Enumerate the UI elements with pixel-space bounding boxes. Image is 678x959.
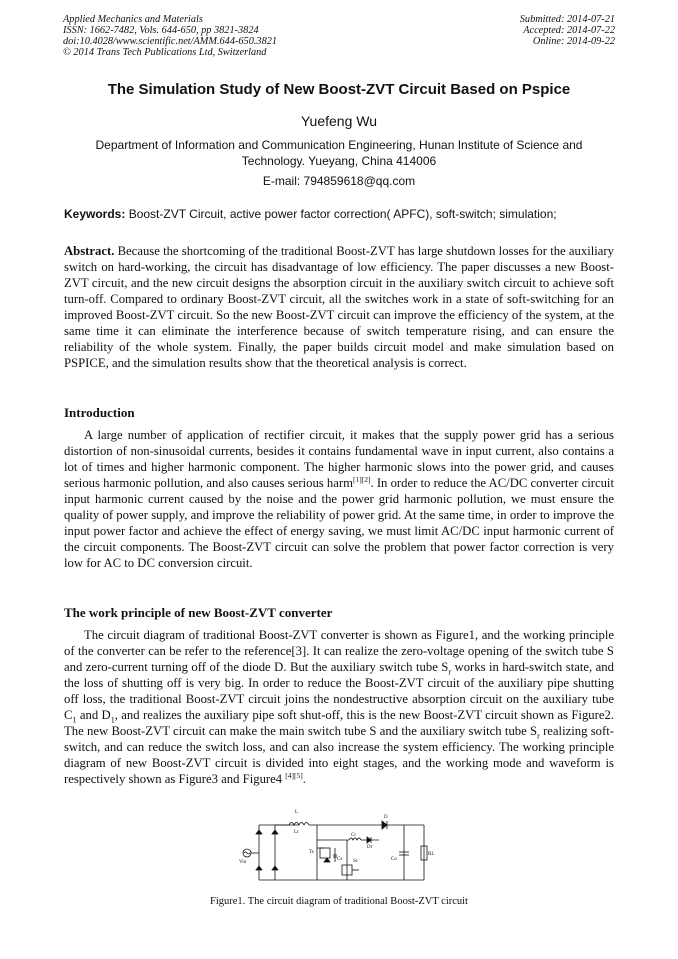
accepted-date: Accepted: 2014-07-22 [523,24,615,36]
bridge-diode-icon [272,866,278,870]
issn-line: ISSN: 1662-7482, Vols. 644-650, pp 3821-3824 [63,24,259,36]
submitted-date: Submitted: 2014-07-21 [519,14,615,25]
online-date: Online: 2014-09-22 [532,35,615,47]
abstract-text: Because the shortcoming of the traditional Boost-ZVT has large shutdown losses for the auxiliary switch on hard-working, the circuit has disadvantage of low efficiency. The paper discusses a new Boost-ZVT circuit, and the new circuit designs the absorption circuit in the auxiliary switch circuit to achieve soft turn-off. Compared to ordinary Boost-ZVT circuit, all the switches work in a state of soft-switching for an improved Boost-ZVT circuit. So the new Boost-ZVT circuit can improve the efficiency of the system, at the same time it can eliminate the interference because of switch temperature rising, and can ensure the reliability of the whole system. Finally, the paper builds circuit model and make simulation based on PSPICE, and the simulation results show that the theoretical analysis is correct. [64,244,614,370]
bridge-diode-icon [256,866,262,870]
introduction-paragraph [64,428,614,572]
diode-d-icon [382,821,387,829]
subscript-1: 1 [72,715,77,725]
label-L: L [295,810,299,815]
label-Cr: Cr [351,833,356,838]
introduction-heading: Introduction [64,405,135,420]
work-text-f: . [302,771,306,786]
main-switch-icon [320,848,330,858]
journal-name: Applied Mechanics and Materials [63,14,203,25]
circuit-diagram-figure [239,800,439,895]
figure-caption: Figure1. The circuit diagram of traditional Boost-ZVT circuit [210,896,468,907]
keywords-label: Keywords: [64,207,126,221]
circuit-diagram [239,800,439,895]
bridge-diode-icon [256,830,262,834]
work-citation: [4][5] [285,770,303,780]
label-D: D [384,815,388,820]
author-name: Yuefeng Wu [300,113,378,129]
work-principle-paragraph [64,628,614,788]
work-text-e: realizing soft-switch, and can reduce the switch loss, and can also increase the system efficiency. The working principle diagram of new Boost-ZVT circuit is divided into eight stages, and the working mode and waveform is respectively shown as Figure3 and Figure4 [64,723,615,786]
label-Sr: Sr [353,859,358,864]
intro-text-b: . In order to reduce the AC/DC converter circuit input harmonic current caused by the noise and the power grid harmonic pollution, we must ensure the quality of power supply, and improve the reliability of power grid. At the same time, in order to improve the input power factor and achieve the effect of energy saving, we must limit AC/DC input harmonic current of the circuit components. The Boost-ZVT circuit can solve the problem that power factor correction is very low for AC to DC conversion circuit. [64,475,614,570]
abstract-label: Abstract. [64,244,115,258]
bridge-diode-icon [272,830,278,834]
dates-header [520,15,615,48]
keywords [64,207,624,221]
label-Vin: Vin [239,860,247,865]
copyright-line: © 2014 Trans Tech Publications Ltd, Switzerland [63,46,267,58]
work-text-b: works in hard-switch state, and the loss of shutting off is very big. In order to reduce the Boost-ZVT circuit of the auxiliary pipe shutting off loss, the traditional Boost-ZVT circuit joins the nondestructive absorption circuit on the auxiliary tube C [64,659,614,722]
work-text-d: , and realizes the auxiliary pipe soft shut-off, this is the new Boost-ZVT circuit shown as Figure2. The new Boost-ZVT circuit can make the main switch tube S and the auxiliary switch tube S [64,707,615,738]
journal-header [63,15,277,59]
label-RL: RL [428,852,435,857]
label-Lr: Lr [294,830,299,835]
work-text-a: The circuit diagram of traditional Boost-ZVT converter is shown as Figure1, and the working principle of the converter can be refer to the reference[3]. It can realize the zero-voltage opening of the switch tube S and zero-current turning off of the diode D. But the auxiliary switch tube S [64,628,614,674]
doi-line: doi:10.4028/www.scientific.net/AMM.644-650.3821 [63,35,278,47]
diode-dr-icon [367,837,371,843]
body-diode-icon [324,858,330,862]
subscript-1: 1 [110,715,115,725]
author-email: E-mail: 794859618@qq.com [262,174,416,188]
resonant-inductor-icon [349,838,361,840]
subscript-r: r [448,667,452,677]
intro-citation: [1][2] [352,474,371,484]
paper-title: The Simulation Study of New Boost-ZVT Circuit Based on Pspice [107,81,571,98]
work-text-c: and D [76,707,111,722]
work-principle-heading: The work principle of new Boost-ZVT converter [64,605,333,620]
label-Cs: Cs [337,857,343,862]
subscript-r: r [537,731,540,741]
keywords-text: Boost-ZVT Circuit, active power factor correction( APFC), soft-switch; simulation; [125,207,557,221]
intro-text-a: A large number of application of rectifier circuit, it makes that the supply power grid has a serious distortion of non-sinusoidal currents, besides it contains fundamental wave in input current, also contains a lot of times and higher harmonic component. The higher harmonic slows into the power grid, and causes serious harmonic pollution, and also causes serious harm [64,428,614,490]
label-Co: Co [391,857,397,862]
author-affiliation: Department of Information and Communication Engineering, Hunan Institute of Science and Technology. Yueyang, China 414006 [95,138,583,168]
label-Dr: Dr [367,845,373,850]
ac-wave-icon [244,852,250,854]
label-Ts: Ts [309,850,314,855]
abstract-paragraph [64,244,614,372]
